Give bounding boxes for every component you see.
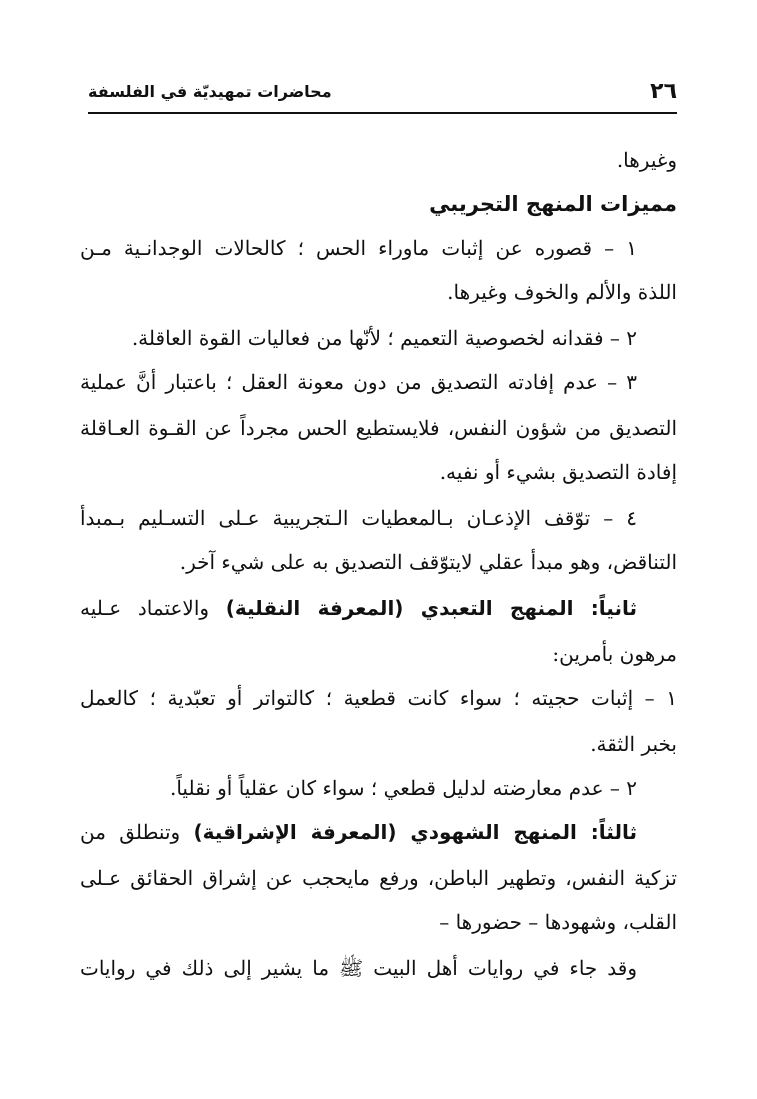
text-line: التناقض، وهو مبدأ عقلي لايتوّقف التصديق به على شيء آخر. — [179, 550, 677, 574]
text-line: اللذة والألم والخوف وغيرها. — [447, 280, 677, 304]
text-run: وتنطلق من — [80, 820, 194, 844]
text-line: القلب، وشهودها – حضورها – — [439, 910, 677, 934]
page-number: ٢٦ — [650, 79, 677, 104]
section-heading-inline: ثالثاً: المنهج الشهودي (المعرفة الإشراقية) — [193, 820, 637, 844]
running-title: محاضرات تمهيديّة في الفلسفة — [88, 82, 332, 101]
text-line: إفادة التصديق بشيء أو نفيه. — [439, 460, 677, 484]
text-line: ٣ – عدم إفادته التصديق من دون معونة العقل ؛ باعتبار أنَّ عملية — [80, 370, 637, 394]
text-line: بخبر الثقة. — [590, 732, 677, 756]
text-line — [80, 588, 677, 628]
text-line: ٢ – عدم معارضته لدليل قطعي ؛ سواء كان عقلياً أو نقلياً. — [169, 776, 637, 800]
text-line: ٢ – فقدانه لخصوصية التعميم ؛ لأنّها من فعاليات القوة العاقلة. — [131, 326, 637, 350]
text-line: وقد جاء في روايات أهل البيت ﷺ ما يشير إلى ذلك في روايات — [80, 956, 637, 980]
text-line — [80, 812, 677, 852]
page-header — [88, 78, 677, 114]
text-run: والاعتماد عـليه — [80, 596, 226, 620]
text-line: مرهون بأمرين: — [552, 642, 677, 666]
text-line: وغيرها. — [616, 148, 677, 172]
section-heading: مميزات المنهج التجريبي — [429, 192, 677, 216]
text-line: التصديق من شؤون النفس، فلايستطيع الحس مجرداً عن القـوة العـاقلة — [80, 416, 677, 440]
text-line: ١ – قصوره عن إثبات ماوراء الحس ؛ كالحالات الوجدانـية مـن — [80, 236, 637, 260]
text-line: ٤ – توّقف الإذعـان بـالمعطيات الـتجريبية عـلى التسـليم بـمبدأ — [80, 506, 637, 530]
text-line: ١ – إثبات حجيته ؛ سواء كانت قطعية ؛ كالتواتر أو تعبّدية ؛ كالعمل — [80, 686, 677, 710]
text-line: تزكية النفس، وتطهير الباطن، ورفع مايحجب عن إشراق الحقائق عـلى — [80, 866, 678, 890]
section-heading-inline: ثانياً: المنهج التعبدي (المعرفة النقلية) — [225, 596, 637, 620]
